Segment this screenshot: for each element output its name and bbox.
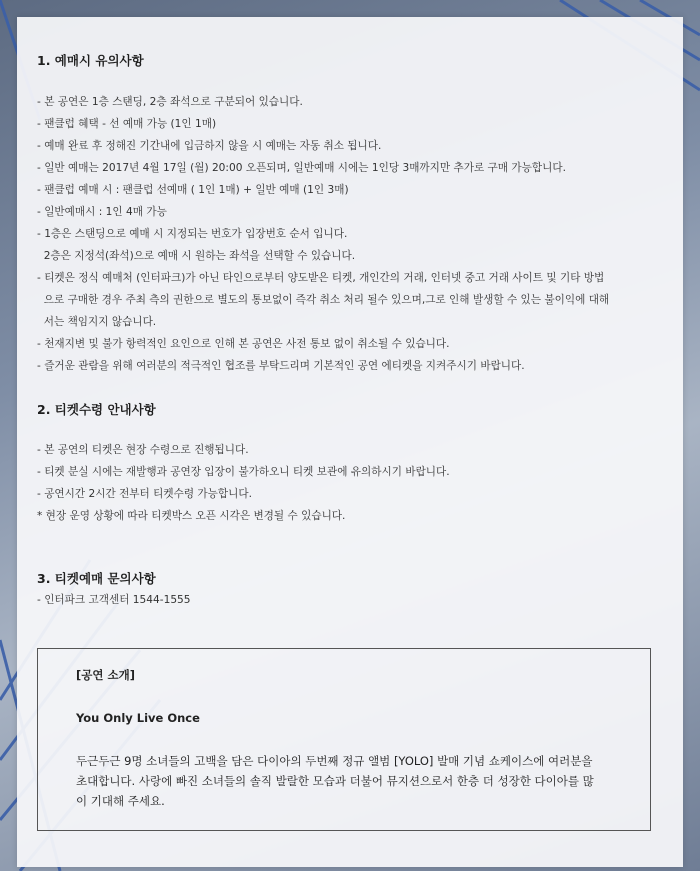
section-1-line: - 즐거운 관람을 위해 여러분의 적극적인 협조를 부탁드리며 기본적인 공연 에티켓을 지켜주시기 바랍니다. (37, 360, 525, 372)
section-1-line: - 팬클럽 예매 시 : 팬클럽 선예매 ( 1인 1매) + 일반 예매 (1인 3매) (37, 184, 349, 196)
section-1-line: - 티켓은 정식 예매처 (인터파크)가 아닌 타인으로부터 양도받은 티켓, 개인간의 거래, 인터넷 중고 거래 사이트 및 기타 방법 (37, 272, 605, 284)
section-1-line: 서는 책임지지 않습니다. (37, 316, 157, 328)
section-1-line: - 1층은 스탠딩으로 예매 시 지정되는 번호가 입장번호 순서 입니다. (37, 228, 348, 240)
section-1-line: 2층은 지정석(좌석)으로 예매 시 원하는 좌석을 선택할 수 있습니다. (37, 250, 356, 262)
section-1-line: - 팬클럽 혜택 - 선 예매 가능 (1인 1매) (37, 118, 217, 130)
section-1-line: - 천재지변 및 불가 항력적인 요인으로 인해 본 공연은 사전 통보 없이 취소될 수 있습니다. (37, 338, 450, 350)
section-2-line: - 티켓 분실 시에는 재발행과 공연장 입장이 불가하오니 티켓 보관에 유의하시기 바랍니다. (37, 466, 450, 478)
section-1-line: - 일반 예매는 2017년 4월 17일 (월) 20:00 오픈되며, 일반예매 시에는 1인당 3매까지만 추가로 구매 가능합니다. (37, 162, 566, 174)
performance-intro-box (37, 648, 651, 831)
section-2-heading: 2. 티켓수령 안내사항 (37, 402, 156, 417)
intro-body-line: 초대합니다. 사랑에 빠진 소녀들의 솔직 발랄한 모습과 더불어 뮤지션으로서 한층 더 성장한 다이아를 많 (76, 774, 594, 788)
section-2-line: - 본 공연의 티켓은 현장 수령으로 진행됩니다. (37, 444, 249, 456)
intro-body-line: 두근두근 9명 소녀들의 고백을 담은 다이아의 두번째 정규 앨범 [YOLO] 발매 기념 쇼케이스에 여러분을 (76, 754, 593, 768)
section-1-line: 으로 구매한 경우 주최 측의 권한으로 별도의 통보없이 즉각 취소 처리 될수 있으며,그로 인해 발생할 수 있는 불이익에 대해 (37, 294, 610, 306)
section-3-line: - 인터파크 고객센터 1544-1555 (37, 594, 191, 606)
intro-label: [공연 소개] (76, 668, 135, 682)
section-2-line: * 현장 운영 상황에 따라 티켓박스 오픈 시각은 변경될 수 있습니다. (37, 510, 346, 522)
section-2-line: - 공연시간 2시간 전부터 티켓수령 가능합니다. (37, 488, 252, 500)
section-3-heading: 3. 티켓예매 문의사항 (37, 571, 156, 586)
intro-body-line: 이 기대해 주세요. (76, 794, 165, 808)
section-1-line: - 예매 완료 후 정해진 기간내에 입금하지 않을 시 예매는 자동 취소 됩니다. (37, 140, 382, 152)
section-1-heading: 1. 예매시 유의사항 (37, 53, 144, 68)
intro-title: You Only Live Once (76, 711, 200, 725)
section-1-line: - 본 공연은 1층 스탠딩, 2층 좌석으로 구분되어 있습니다. (37, 96, 303, 108)
section-1-line: - 일반예매시 : 1인 4매 가능 (37, 206, 167, 218)
